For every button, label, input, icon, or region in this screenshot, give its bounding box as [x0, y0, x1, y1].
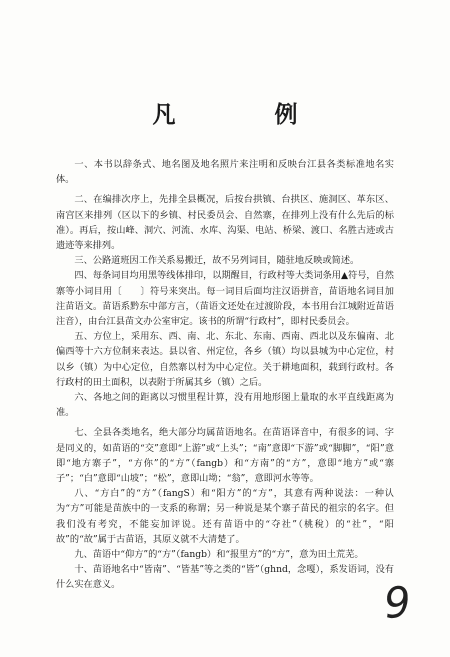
paragraph-9: 九、苗语中“仰方”的“方”（fangb）和“报里方”的“方”，意为田土荒芜。 [74, 549, 364, 561]
paragraph-2: 二、在编排次序上，先排全县概况，后按台拱镇、台拱区、施洞区、革东区、南宫区来排列（区以下的乡镇、村民委员会、自然寨，在排列上没有什么先后的标准）。再后，按山峰、洞穴、河流、水库、沟渠、电站、桥梁、渡口、名胜古迹或古遗迹等来排列。 [56, 194, 394, 252]
page-title: 凡 例 [152, 101, 336, 128]
paragraph-6: 六、各地之间的距离以习惯里程计算，没有用地形图上量取的水平直线距离为准。 [56, 392, 394, 419]
handwritten-page-number: 9 [381, 576, 413, 629]
body-text [56, 157, 394, 593]
paragraph-4: 四、每条词目均用黑等线体排印，以期醒目，行政村等大类词条用▲符号，自然寨等小词目用〔 〕符号来突出。每一词目后面均注汉语拼音，苗语地名词目加注苗语文。苗语系黔东中部方言，（苗语文还处在过渡阶段，本书用台江城附近苗语注音），由台江县苗文办公室审定。该书的所谓“行政村”，即村民委员会。 [56, 270, 394, 328]
paragraph-1: 一、本书以辞条式、地名图及地名照片来注明和反映台江县各类标准地名实体。 [56, 159, 394, 186]
paragraph-5: 五、方位上，采用东、西、南、北、东北、东南、西南、西北以及东偏南、北偏西等十六方位制来表达。县以省、州定位，各乡（镇）均以县城为中心定位，村以乡（镇）为中心定位，自然寨以村为中心定位。关于耕地面积，载到行政村。各行政村的田土面积，以表附于所属其乡（镇）之后。 [56, 331, 394, 388]
paragraph-3: 三、公路道班因工作关系易搬迁，故不另列词目，随驻地反映或简述。 [74, 255, 360, 267]
paragraph-8: 八、“方白”的“方”（fangS）和“阳方”的“方”，其意有两种说法：一种认为“方”可能是苗族中的一支系的称谓；另一种说是某个寨子苗民的祖宗的名字。但我们没有考究，不能妄加评说。还有苗语中的“夺社”（桃稅）的“社”，“阳故”的“故”属于古苗语，其原义就不大清楚了。 [56, 488, 394, 545]
paragraph-7: 七、全县各类地名，绝大部分均属苗语地名。在苗语译音中，有很多的词、字是同义的，如苗语的“交”意即“上游”或“上头”；“南”意即“下游”或“脚脚”，“阳”意即“地方寨子”，“方你”的“方”（fangb）和“方南”的“方”，意即“地方”或“寨子”；“白”意即“山坡”；“松”，意即山坳；“翁”，意即河水等等。 [56, 427, 394, 485]
paragraph-10: 十、苗语地名中“皆南”、“皆基”等之类的“皆”（ghnd，念嘎），系发语词，没有什么实在意义。 [56, 564, 394, 591]
